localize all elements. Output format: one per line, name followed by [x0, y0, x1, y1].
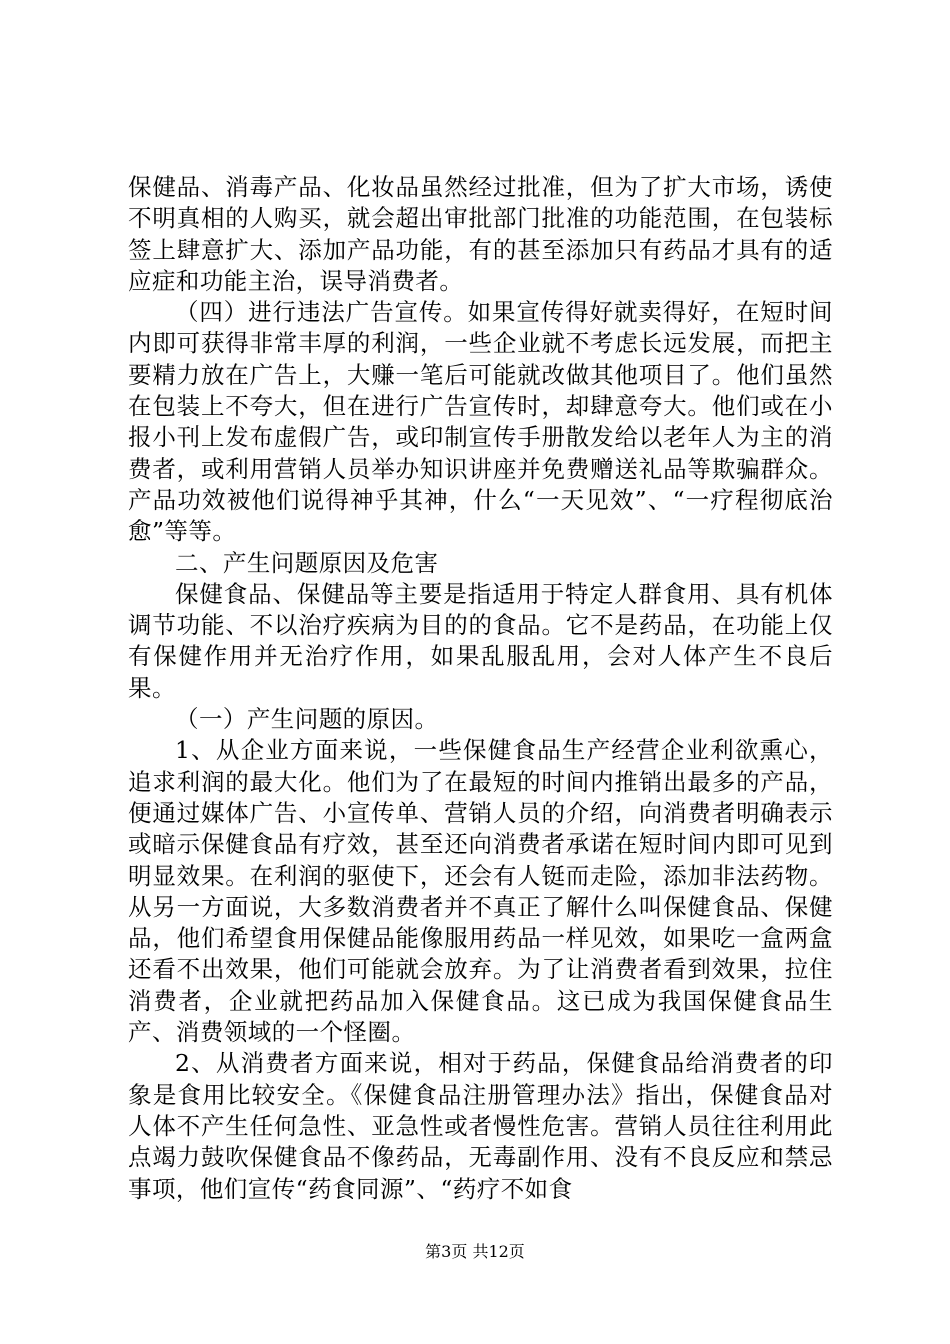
paragraph-continuation: 保健品、消毒产品、化妆品虽然经过批准，但为了扩大市场，诱使不明真相的人购买，就会超出审批部门批准的功能范围，在包装标签上肆意扩大、添加产品功能，有的甚至添加只有药品才具有的适应症和功能主治，误导消费者。: [128, 173, 833, 295]
document-body: [128, 172, 833, 1205]
paragraph-illegal-advertising: （四）进行违法广告宣传。如果宣传得好就卖得好，在短时间内即可获得非常丰厚的利润，一些企业就不考虑长远发展，而把主要精力放在广告上，大赚一笔后可能就改做其他项目了。他们虽然在包装上不夸大，但在进行广告宣传时，却肆意夸大。他们或在小报小刊上发布虚假广告，或印制宣传手册散发给以老年人为主的消费者，或利用营销人员举办知识讲座并免费赠送礼品等欺骗群众。产品功效被他们说得神乎其神，什么“一天见效”、“一疗程彻底治愈”等等。: [128, 298, 833, 546]
subsection-heading-causes: （一）产生问题的原因。: [175, 705, 439, 734]
paragraph-health-food-definition: 保健食品、保健品等主要是指适用于特定人群食用、具有机体调节功能、不以治疗疾病为目的的食品。它不是药品，在功能上仅有保健作用并无治疗作用，如果乱服乱用，会对人体产生不良后果。: [128, 579, 833, 702]
paragraph-consumer-aspect: 2、从消费者方面来说，相对于药品，保健食品给消费者的印象是食用比较安全。《保健食品注册管理办法》指出，保健食品对人体不产生任何急性、亚急性或者慢性危害。营销人员往往利用此点竭力鼓吹保健食品不像药品，无毒副作用、没有不良反应和禁忌事项，他们宣传“药食同源”、“药疗不如食: [128, 1049, 833, 1203]
page-number-footer: 第3页 共12页: [425, 1242, 525, 1261]
paragraph-enterprise-aspect: 1、从企业方面来说，一些保健食品生产经营企业利欲熏心，追求利润的最大化。他们为了在最短的时间内推销出最多的产品，便通过媒体广告、小宣传单、营销人员的介绍，向消费者明确表示或暗示保健食品有疗效，甚至还向消费者承诺在短时间内即可见到明显效果。在利润的驱使下，还会有人铤而走险，添加非法药物。从另一方面说，大多数消费者并不真正了解什么叫保健食品、保健品，他们希望食用保健品能像服用药品一样见效，如果吃一盒两盒还看不出效果，他们可能就会放弃。为了让消费者看到效果，拉住消费者，企业就把药品加入保健食品。这已成为我国保健食品生产、消费领域的一个怪圈。: [128, 736, 833, 1047]
section-heading-causes-harms: 二、产生问题原因及危害: [175, 548, 439, 577]
